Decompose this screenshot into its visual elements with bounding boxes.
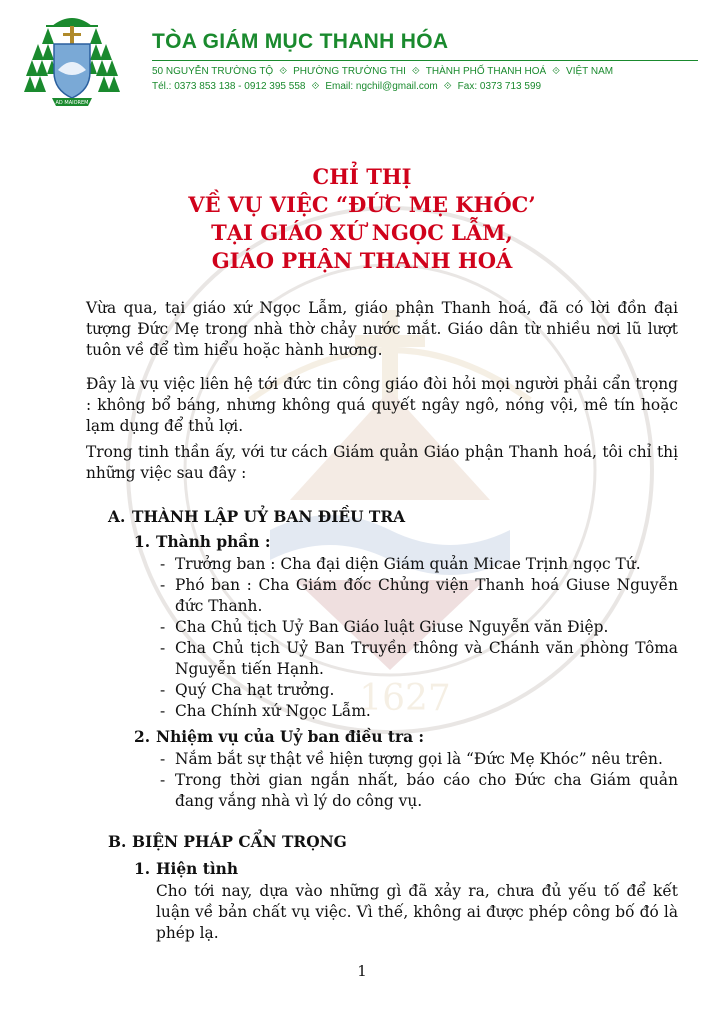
address-ward: PHƯỜNG TRƯỜNG THI	[293, 66, 406, 77]
sub-number: 2.	[134, 728, 151, 746]
section-a-sub2-heading	[134, 727, 424, 748]
list-item: - Phó ban : Cha Giám đốc Chủng viện Thanh hoá Giuse Nguyễn đức Thanh.	[160, 576, 678, 615]
intro-paragraph-2: Đây là vụ việc liên hệ tới đức tin công giáo đòi hỏi mọi người phải cẩn trọng : không bổ báng, nhưng không quá quyết ngây ngô, nóng vội, mê tín hoặc lạm dụng để thủ lợi.	[86, 375, 678, 435]
sub-title: Hiện tình	[156, 860, 239, 878]
sub-title: Nhiệm vụ của Uỷ ban điều tra :	[156, 728, 425, 746]
list-item: - Cha Chính xứ Ngọc Lẫm.	[160, 702, 371, 720]
title-line-1: CHỈ THỊ	[312, 164, 412, 189]
organization-name: TÒA GIÁM MỤC THANH HÓA	[152, 30, 449, 53]
list-item: - Cha Chủ tịch Uỷ Ban Giáo luật Giuse Nguyễn văn Điệp.	[160, 618, 609, 636]
list-item: - Trưởng ban : Cha đại diện Giám quản Micae Trịnh ngọc Tứ.	[160, 555, 641, 573]
list-item: - Cha Chủ tịch Uỷ Ban Truyền thông và Chánh văn phòng Tôma Nguyễn tiến Hạnh.	[160, 639, 678, 678]
list-item: - Quý Cha hạt trưởng.	[160, 681, 335, 699]
title-line-3: TẠI GIÁO XỨ NGỌC LẪM,	[211, 220, 513, 245]
address-country: VIỆT NAM	[566, 66, 614, 77]
title-line-2: VỀ VỤ VIỆC “ĐỨC MẸ KHÓC’	[188, 192, 536, 217]
separator-icon: ⟐	[311, 81, 320, 92]
intro-paragraph-3: Trong tinh thần ấy, với tư cách Giám quản Giáo phận Thanh hoá, tôi chỉ thị những việc sau đây :	[86, 443, 678, 482]
watermark-year: 1627	[359, 678, 451, 719]
section-a-letter: A.	[108, 508, 126, 526]
section-b-heading	[108, 832, 347, 853]
sub-number: 1.	[134, 860, 151, 878]
section-a-sub1-heading	[134, 532, 271, 553]
telephone: Tél.: 0373 853 138 - 0912 395 558	[152, 81, 306, 92]
header-divider	[152, 60, 698, 61]
section-a-title: THÀNH LẬP UỶ BAN ĐIỀU TRA	[132, 508, 406, 526]
separator-icon: ⟐	[411, 66, 420, 77]
title-line-4: GIÁO PHẬN THANH HOÁ	[211, 248, 513, 273]
fax: Fax: 0373 713 599	[457, 81, 542, 92]
list-item: - Trong thời gian ngắn nhất, báo cáo cho Đức cha Giám quản đang vắng nhà vì lý do công vụ.	[160, 771, 678, 810]
address-city: THÀNH PHỐ THANH HOÁ	[425, 66, 547, 77]
separator-icon: ⟐	[279, 66, 288, 77]
section-a-heading	[108, 507, 405, 528]
logo-motto: AD MAIOREM	[55, 100, 89, 106]
email: Email: ngchil@gmail.com	[325, 81, 438, 92]
separator-icon: ⟐	[552, 66, 561, 77]
section-b-sub1-heading	[134, 859, 238, 880]
contact-line	[152, 81, 541, 92]
separator-icon: ⟐	[443, 81, 452, 92]
section-b-title: BIỆN PHÁP CẨN TRỌNG	[132, 833, 347, 851]
address-street: 50 NGUYỄN TRƯỜNG TỘ	[152, 66, 274, 77]
sub-number: 1.	[134, 533, 151, 551]
diocese-coat-of-arms-logo	[22, 10, 122, 110]
page-number: 1	[357, 962, 367, 980]
section-b-letter: B.	[108, 833, 127, 851]
section-b-sub1-text: Cho tới nay, dựa vào những gì đã xảy ra, chưa đủ yếu tố để kết luận về bản chất vụ việc. Vì thế, không ai được phép công bố đó là phép lạ.	[156, 882, 678, 942]
sub-title: Thành phần :	[156, 533, 271, 551]
intro-paragraph-1: Vừa qua, tại giáo xứ Ngọc Lẫm, giáo phận Thanh hoá, đã có lời đồn đại tượng Đức Mẹ trong nhà thờ chảy nước mắt. Giáo dân từ nhiều nơi lũ lượt tuôn về để tìm hiểu hoặc hành hương.	[86, 299, 678, 359]
address-line	[152, 66, 613, 77]
list-item: - Nắm bắt sự thật về hiện tượng gọi là “Đức Mẹ Khóc” nêu trên.	[160, 750, 663, 768]
